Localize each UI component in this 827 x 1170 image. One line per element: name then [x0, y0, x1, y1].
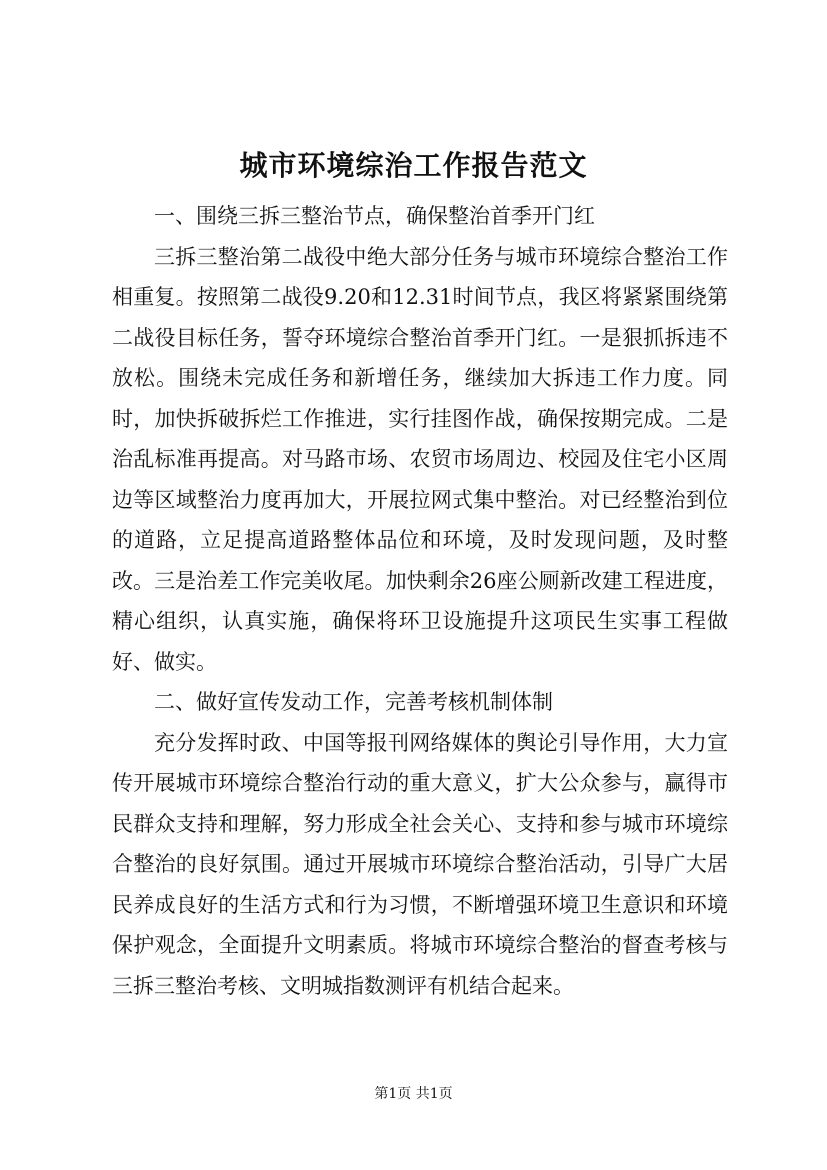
- document-title: 城市环境综治工作报告范文: [239, 149, 588, 182]
- page-footer: [0, 1084, 827, 1104]
- page-number-label: 第1页 共1页: [374, 1086, 453, 1102]
- section-paragraph-2: 充分发挥时政、中国等报刊网络媒体的舆论引导作用，大力宣传开展城市环境综合整治行动的重大意义，扩大公众参与，赢得市民群众支持和理解，努力形成全社会关心、支持和参与城市环境综合整治的良好氛围。通过开展城市环境综合整治活动，引导广大居民养成良好的生活方式和行为习惯，不断增强环境卫生意识和环境保护观念，全面提升文明素质。将城市环境综合整治的督查考核与三拆三整治考核、文明城指数测评有机结合起来。: [112, 730, 728, 998]
- document-body: [112, 196, 728, 1006]
- section-paragraph-1: 三拆三整治第二战役中绝大部分任务与城市环境综合整治工作相重复。按照第二战役9.20和12.31时间节点，我区将紧紧围绕第二战役目标任务，誓夺环境综合整治首季开门红。一是狠抓拆违不放松。围绕未完成任务和新增任务，继续加大拆违工作力度。同时，加快拆破拆烂工作推进，实行挂图作战，确保按期完成。二是治乱标准再提高。对马路市场、农贸市场周边、校园及住宅小区周边等区域整治力度再加大，开展拉网式集中整治。对已经整治到位的道路，立足提高道路整体品位和环境，及时发现问题，及时整改。三是治差工作完美收尾。加快剩余26座公厕新改建工程进度，精心组织，认真实施，确保将环卫设施提升这项民生实事工程做好、做实。: [112, 244, 728, 674]
- section-heading-1: 一、围绕三拆三整治节点，确保整治首季开门红: [154, 204, 595, 228]
- section-heading-2: 二、做好宣传发动工作，完善考核机制体制: [154, 690, 553, 714]
